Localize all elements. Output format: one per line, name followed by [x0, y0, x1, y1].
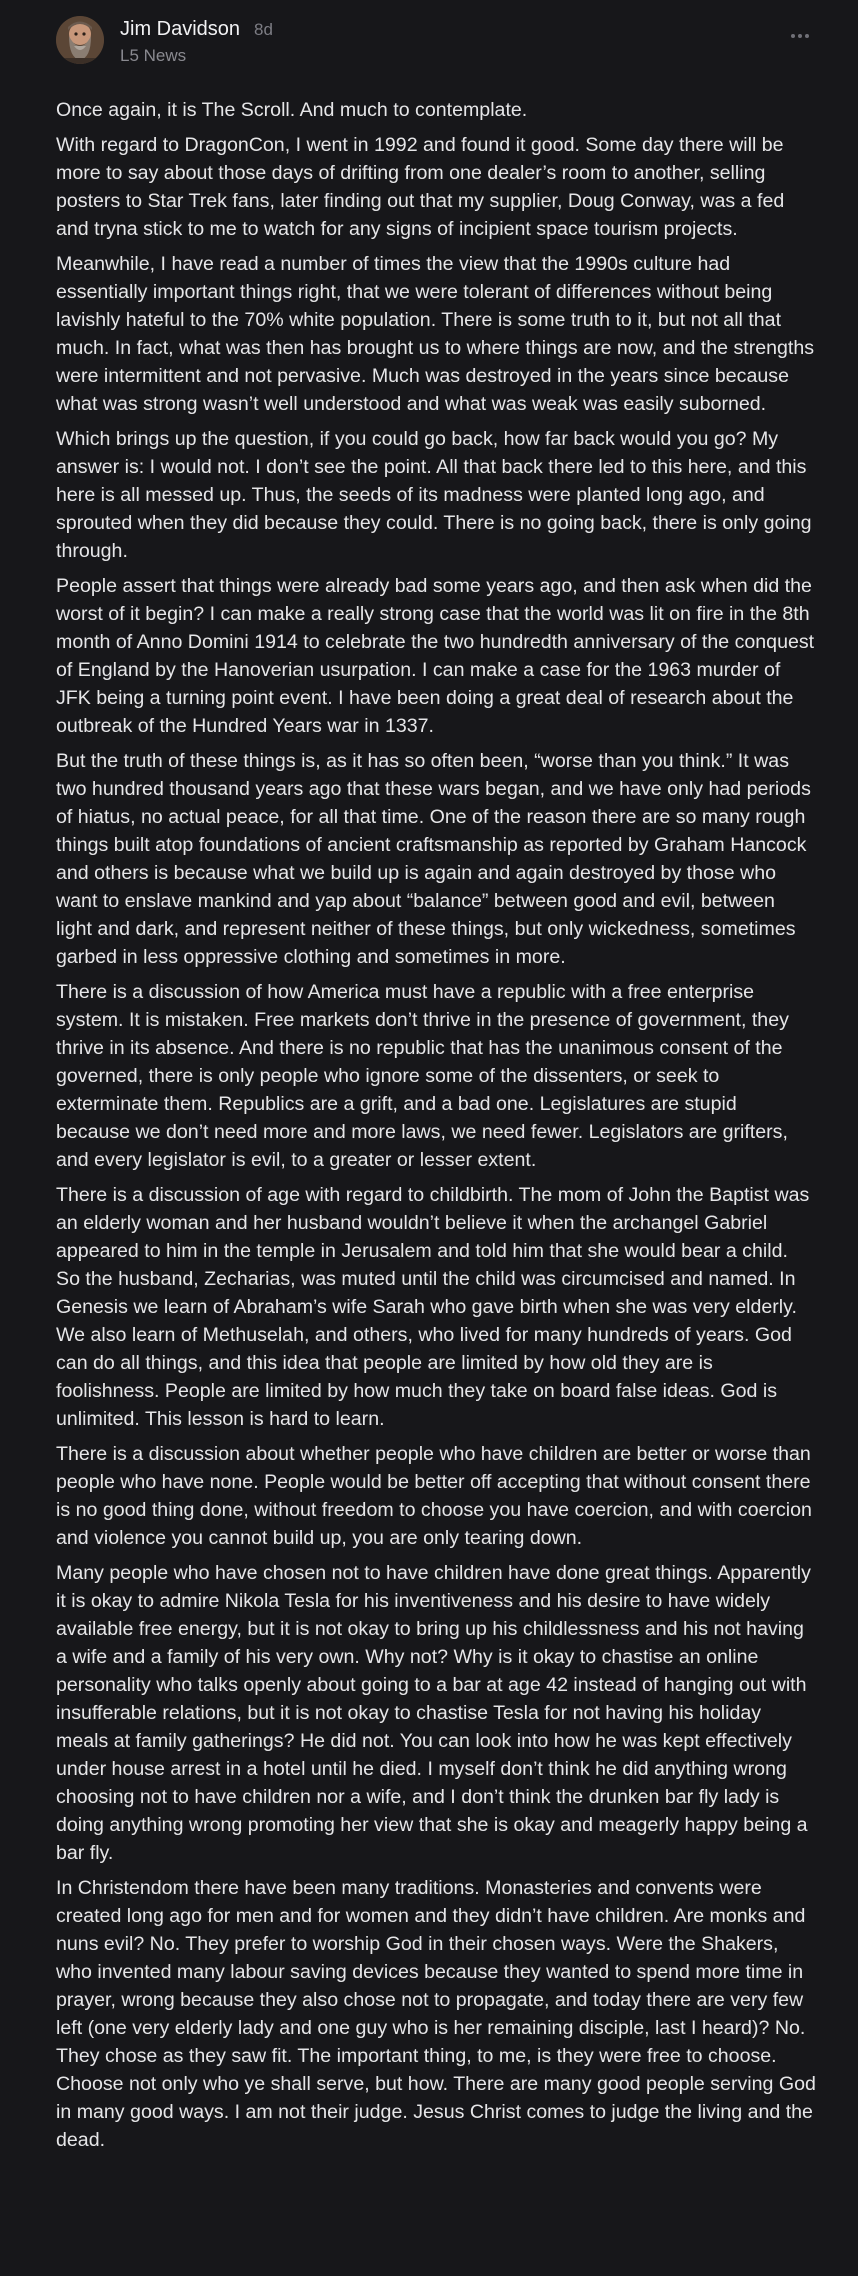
author-line: [120, 18, 273, 44]
more-horizontal-icon[interactable]: [786, 26, 814, 46]
more-dot: [798, 34, 802, 38]
post-paragraph: But the truth of these things is, as it has so often been, “worse than you think.” It was two hundred thousand years ago that these wars began, and we have only had periods of hiatus, no actual peace, for all that time. One of the reason there are so many rough things built atop foundations of ancient craftsmanship as reported by Graham Hancock and others is because what we build up is again and again destroyed by those who want to enslave mankind and yap about “balance” between good and evil, between light and dark, and represent neither of these things, but only wickedness, sometimes garbed in less oppressive clothing and sometimes in more.: [56, 750, 811, 968]
post-paragraph: In Christendom there have been many traditions. Monasteries and convents were created long ago for men and for women and they didn’t have children. Are monks and nuns evil? No. They prefer to worship God in their chosen ways. Were the Shakers, who invented many labour saving devices because they wanted to spend more time in prayer, wrong because they also chose not to propagate, and today there are very few left (one very elderly lady and one guy who is her remaining disciple, last I heard)? No. They chose as they saw fit. The important thing, to me, is they were free to choose. Choose not only who ye shall serve, but how. There are many good people serving God in many good ways. I am not their judge. Jesus Christ comes to judge the living and the dead.: [56, 1877, 816, 2151]
publication-name[interactable]: L5 News: [120, 46, 187, 65]
more-dot: [791, 34, 795, 38]
post-paragraph: People assert that things were already bad some years ago, and then ask when did the worst of it begin? I can make a really strong case that the world was lit on fire in the 8th month of Anno Domini 1914 to celebrate the two hundredth anniversary of the conquest of England by the Hanoverian usurpation. I can make a case for the 1963 murder of JFK being a turning point event. I have been doing a great deal of research about the outbreak of the Hundred Years war in 1337.: [56, 575, 815, 737]
author-name[interactable]: Jim Davidson: [120, 18, 241, 40]
post-body: [56, 96, 816, 2154]
post-paragraph: With regard to DragonCon, I went in 1992 and found it good. Some day there will be more to say about those days of drifting from one dealer’s room to another, selling posters to Star Trek fans, later finding out that my supplier, Doug Conway, was a fed and tryna stick to me to watch for any signs of incipient space tourism projects.: [56, 134, 785, 240]
post-paragraph: There is a discussion of how America must have a republic with a free enterprise system. It is mistaken. Free markets don’t thrive in the presence of government, they thrive in its absence. And there is no republic that has the unanimous consent of the governed, there is only people who ignore some of the dissenters, or seek to exterminate them. Republics are a grift, and a bad one. Legislatures are stupid because we don’t need more and more laws, we need fewer. Legislators are grifters, and every legislator is evil, to a greater or lesser extent.: [56, 981, 789, 1171]
post-paragraph: Which brings up the question, if you could go back, how far back would you go? My answer is: I would not. I don’t see the point. All that back there led to this here, and this here is all messed up. Thus, the seeds of its madness were planted long ago, and sprouted when they did because they could. There is no going back, there is only going through.: [56, 428, 812, 562]
post-age: 8d: [254, 20, 273, 39]
post-header: [56, 14, 814, 86]
post-paragraph: Meanwhile, I have read a number of times the view that the 1990s culture had essentially important things right, that we were tolerant of differences without being lavishly hateful to the 70% white population. There is some truth to it, but not all that much. In fact, what was then has brought us to where things are now, and the strengths were intermittent and not pervasive. Much was destroyed in the years since because what was strong wasn’t well understood and what was weak was easily suborned.: [56, 253, 815, 415]
post-paragraph: There is a discussion of age with regard to childbirth. The mom of John the Baptist was an elderly woman and her husband wouldn’t believe it when the archangel Gabriel appeared to him in the temple in Jerusalem and told him that she would bear a child. So the husband, Zecharias, was muted until the child was circumcised and named. In Genesis we learn of Abraham’s wife Sarah who gave birth when she was very elderly. We also learn of Methuselah, and others, who lived for many hundreds of years. God can do all things, and this idea that people are limited by how old they are is foolishness. People are limited by how much they take on board false ideas. God is unlimited. This lesson is hard to learn.: [56, 1184, 810, 1430]
post-paragraph: Once again, it is The Scroll. And much to contemplate.: [56, 99, 528, 121]
bearded-man-avatar-icon[interactable]: [56, 16, 104, 64]
post-paragraph: Many people who have chosen not to have children have done great things. Apparently it is okay to admire Nikola Tesla for his inventiveness and his desire to have widely available free energy, but it is not okay to bring up his childlessness and his not having a wife and a family of his very own. Why not? Why is it okay to chastise an online personality who talks openly about going to a bar at age 42 instead of hanging out with insufferable relations, but it is not okay to chastise Tesla for not having his holiday meals at family gatherings? He did not. You can look into how he was kept effectively under house arrest in a hotel until he died. I myself don’t think he did anything wrong choosing not to have children nor a wife, and I don’t think the drunken bar fly lady is doing anything wrong promoting her view that she is okay and meagerly happy being a bar fly.: [56, 1562, 811, 1864]
post-paragraph: There is a discussion about whether people who have children are better or worse than people who have none. People would be better off accepting that without consent there is no good thing done, without freedom to choose you have coercion, and with coercion and violence you cannot build up, you are only tearing down.: [56, 1443, 812, 1549]
more-dot: [805, 34, 809, 38]
